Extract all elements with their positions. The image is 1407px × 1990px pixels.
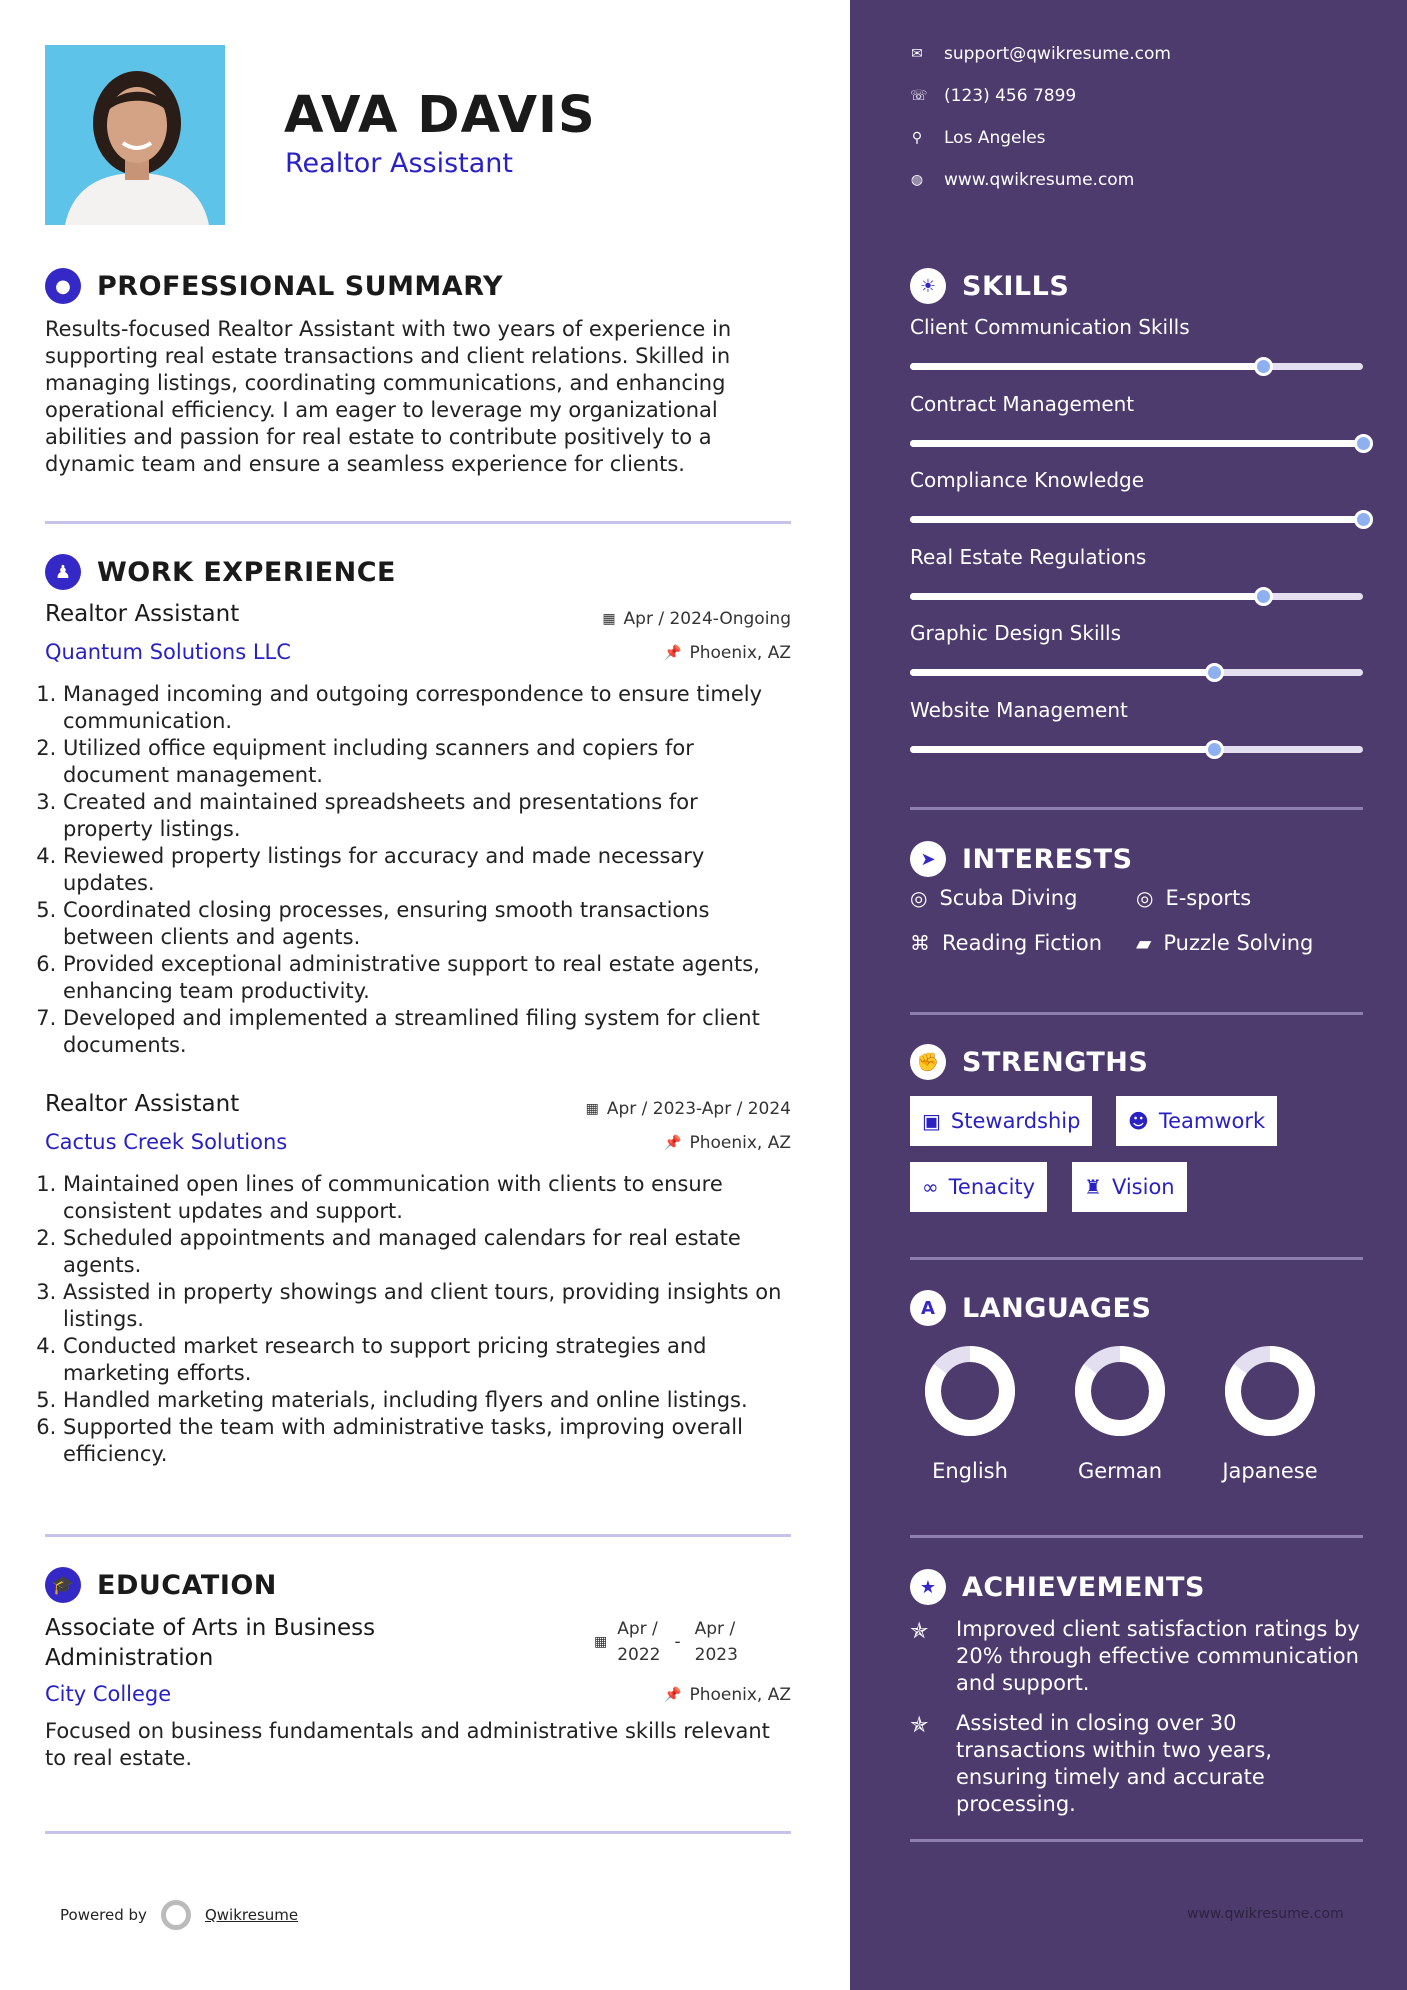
powered-by [60, 1900, 298, 1930]
skill-bar-fill [910, 516, 1363, 523]
list-item: 3. Assisted in property showings and client tours, providing insights on listings. [63, 1279, 791, 1333]
skill-bar [910, 516, 1363, 523]
job-company: Cactus Creek Solutions [45, 1130, 288, 1154]
fist-icon: ✊ [910, 1044, 946, 1080]
languages-title: LANGUAGES [962, 1292, 1152, 1324]
calendar-icon: ▦ [585, 1101, 599, 1117]
section-divider [45, 1534, 791, 1537]
education-text: Focused on business fundamentals and administrative skills relevant to real estate. [45, 1719, 770, 1770]
gamepad-icon: ⌘ [910, 931, 930, 955]
list-item: 2. Utilized office equipment including scanners and copiers for document management. [63, 735, 791, 789]
language-donut [922, 1343, 1018, 1439]
strengths-heading [910, 1044, 1148, 1080]
pin-icon: 📌 [664, 645, 682, 661]
job-bullets [45, 1171, 791, 1468]
job-location-text: Phoenix, AZ [689, 1133, 791, 1153]
section-divider [45, 521, 791, 524]
work-heading [45, 554, 396, 590]
envelope-icon: ✉ [911, 46, 923, 62]
achievements-heading [910, 1569, 1205, 1605]
education-location-text: Phoenix, AZ [689, 1685, 791, 1705]
list-item: 4. Conducted market research to support pricing strategies and marketing efforts. [63, 1333, 791, 1387]
contact-location [910, 128, 1046, 148]
phone-text: (123) 456 7899 [944, 86, 1077, 106]
skill-bar-knob [1205, 663, 1224, 682]
skill-bar-knob [1205, 740, 1224, 759]
job-company: Quantum Solutions LLC [45, 640, 291, 664]
list-item: 5. Coordinated closing processes, ensuring smooth transactions between clients and agents. [63, 897, 791, 951]
lightbulb-icon: ☀ [910, 268, 946, 304]
sidebar [850, 0, 1407, 1990]
skill-bar-fill [910, 593, 1263, 600]
end-date: Apr / 2023 [694, 1619, 738, 1665]
achievements-title: ACHIEVEMENTS [962, 1571, 1205, 1603]
life-ring-icon: ◎ [1136, 886, 1154, 910]
section-divider [910, 1257, 1363, 1260]
education-date [594, 1616, 738, 1668]
job-date [602, 609, 791, 629]
email-text[interactable]: support@qwikresume.com [944, 44, 1171, 64]
footer-site[interactable]: www.qwikresume.com [1187, 1906, 1344, 1922]
degree-line-2: Administration [45, 1645, 214, 1671]
job-location [664, 1133, 791, 1153]
skill-name: Graphic Design Skills [910, 621, 1122, 645]
link-icon: ∞ [922, 1175, 939, 1199]
shooting-star-icon: ✯ [910, 1713, 929, 1738]
calendar-icon: ▦ [594, 1634, 608, 1650]
list-item: 1. Managed incoming and outgoing correspondence to ensure timely communication. [63, 681, 791, 735]
section-divider [910, 1839, 1363, 1842]
skill-bar-knob [1354, 434, 1373, 453]
candidate-role: Realtor Assistant [285, 148, 513, 179]
language-item [910, 1343, 1030, 1483]
education-heading [45, 1567, 277, 1603]
location-text: Los Angeles [944, 128, 1046, 148]
star-badge-icon: ★ [910, 1569, 946, 1605]
location-pin-icon: ⚲ [911, 130, 923, 146]
interests-heading [910, 841, 1133, 877]
list-item: 1. Maintained open lines of communication with clients to ensure consistent updates and support. [63, 1171, 791, 1225]
brand-link[interactable]: Qwikresume [204, 1906, 299, 1924]
skill-item [910, 315, 1363, 370]
skill-bar-knob [1254, 357, 1273, 376]
list-item: 3. Created and maintained spreadsheets and presentations for property listings. [63, 789, 791, 843]
pin-icon: 📌 [664, 1135, 682, 1151]
section-divider [910, 1535, 1363, 1538]
language-item [1210, 1343, 1330, 1483]
language-item [1060, 1343, 1180, 1483]
language-donut [1222, 1343, 1318, 1439]
skills-title: SKILLS [962, 270, 1070, 302]
strengths-title: STRENGTHS [962, 1046, 1149, 1078]
list-item: 5. Handled marketing materials, including flyers and online listings. [63, 1387, 791, 1414]
skill-bar [910, 669, 1363, 676]
calendar-icon: ▦ [602, 611, 616, 627]
start-date: Apr / 2022 [617, 1619, 661, 1665]
skill-bar-fill [910, 746, 1214, 753]
life-ring-icon: ◎ [910, 886, 928, 910]
strength-tag: ☻ Teamwork [1116, 1096, 1277, 1146]
powered-label: Powered by [60, 1906, 147, 1924]
briefcase-icon: ▣ [922, 1109, 941, 1133]
globe-icon: ◍ [910, 172, 924, 188]
qwikresume-logo-icon [161, 1900, 191, 1930]
skill-bar [910, 363, 1363, 370]
skill-name: Client Communication Skills [910, 315, 1190, 339]
binoculars-icon: ♜ [1084, 1175, 1102, 1199]
website-text[interactable]: www.qwikresume.com [944, 170, 1135, 190]
skill-item [910, 392, 1363, 447]
skill-bar-fill [910, 363, 1263, 370]
contact-email [910, 44, 1171, 64]
skill-bar-knob [1354, 510, 1373, 529]
interest-item: ⌘ Reading Fiction [910, 931, 1103, 955]
contact-phone [910, 86, 1076, 106]
interest-item: ▰ Puzzle Solving [1136, 931, 1314, 955]
list-item: 7. Developed and implemented a streamlined filing system for client documents. [63, 1005, 791, 1059]
section-divider [910, 1012, 1363, 1015]
interest-item: ◎ Scuba Diving [910, 886, 1078, 910]
strength-tag: ∞ Tenacity [910, 1162, 1047, 1212]
languages-heading [910, 1290, 1151, 1326]
user-icon: ● [45, 268, 81, 304]
degree [45, 1613, 375, 1673]
degree-line-1: Associate of Arts in Business [45, 1615, 376, 1641]
candidate-name: AVA DAVIS [284, 86, 596, 145]
book-icon: ▰ [1136, 931, 1152, 955]
section-divider [910, 807, 1363, 810]
job-bullets [45, 681, 791, 1059]
skill-bar-fill [910, 440, 1363, 447]
skill-bar-knob [1254, 587, 1273, 606]
summary-heading [45, 268, 503, 304]
skill-name: Real Estate Regulations [910, 544, 1147, 569]
work-title: WORK EXPERIENCE [97, 556, 396, 588]
strength-tag: ▣ Stewardship [910, 1096, 1092, 1146]
contact-website [910, 170, 1134, 190]
skill-name: Compliance Knowledge [910, 468, 1145, 492]
language-card-icon: A [910, 1290, 946, 1326]
school-name: City College [45, 1682, 172, 1706]
skill-item [910, 698, 1363, 753]
date-dash: - [674, 1632, 681, 1652]
paper-plane-icon: ➤ [910, 841, 946, 877]
interests-title: INTERESTS [962, 843, 1133, 875]
phone-icon: ☏ [910, 88, 928, 104]
strength-tag: ♜ Vision [1072, 1162, 1187, 1212]
office-chair-icon: ♟ [45, 554, 81, 590]
list-item: 6. Provided exceptional administrative support to real estate agents, enhancing team productivity. [63, 951, 791, 1005]
interest-item: ◎ E-sports [1136, 886, 1252, 910]
skill-bar [910, 440, 1363, 447]
job-location [664, 643, 791, 663]
skill-bar [910, 593, 1363, 600]
job-title: Realtor Assistant [45, 1091, 240, 1117]
users-icon: ☻ [1128, 1109, 1149, 1133]
job-title: Realtor Assistant [45, 601, 240, 627]
language-name: English [932, 1459, 1008, 1483]
language-donut [1072, 1343, 1168, 1439]
job-location-text: Phoenix, AZ [689, 643, 791, 663]
shooting-star-icon: ✯ [910, 1619, 929, 1644]
list-item: 2. Scheduled appointments and managed calendars for real estate agents. [63, 1225, 791, 1279]
skill-bar [910, 746, 1363, 753]
job-date-text: Apr / 2023-Apr / 2024 [606, 1099, 791, 1119]
section-divider [45, 1831, 791, 1834]
skill-name: Website Management [910, 697, 1128, 722]
profile-photo [45, 45, 225, 225]
education-title: EDUCATION [97, 1569, 277, 1601]
language-name: German [1077, 1459, 1163, 1483]
skill-item [910, 468, 1363, 523]
education-location [664, 1685, 791, 1705]
skill-name: Contract Management [910, 391, 1135, 416]
achievement-item: ✯ Improved client satisfaction ratings by 20% through effective communication and support. [910, 1617, 1360, 1695]
job-date-text: Apr / 2024-Ongoing [623, 609, 791, 629]
graduation-cap-icon: 🎓 [45, 1567, 81, 1603]
skill-item [910, 621, 1363, 676]
summary-title: PROFESSIONAL SUMMARY [97, 270, 504, 302]
skill-bar-fill [910, 669, 1214, 676]
summary-text: Results-focused Realtor Assistant with two years of experience in supporting real estate transactions and client relations. Skilled in managing listings, coordinating communications, and enhancing operational efficiency. I am eager to leverage my organizational abilities and passion for real estate to contribute positively to a dynamic team and ensure a seamless experience for clients. [45, 317, 732, 476]
skill-item [910, 545, 1363, 600]
language-name: Japanese [1222, 1459, 1318, 1483]
list-item: 6. Supported the team with administrative tasks, improving overall efficiency. [63, 1414, 791, 1468]
skills-heading [910, 268, 1069, 304]
job-date [586, 1099, 791, 1119]
pin-icon: 📌 [664, 1687, 682, 1703]
achievement-item: ✯ Assisted in closing over 30 transactions within two years, ensuring timely and accurate processing. [910, 1711, 1273, 1816]
list-item: 4. Reviewed property listings for accuracy and made necessary updates. [63, 843, 791, 897]
